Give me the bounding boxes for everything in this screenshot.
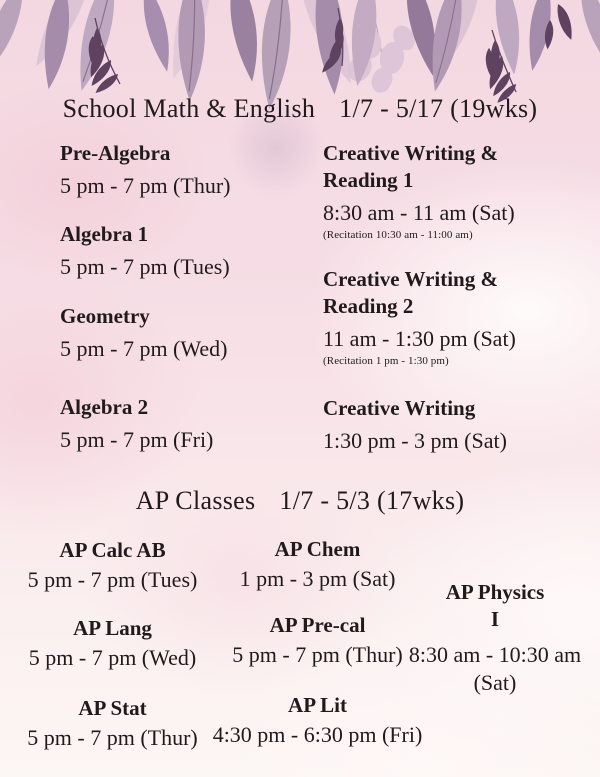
course-title: Algebra 2 (60, 395, 149, 419)
course-title: Creative Writing & Reading 1 (323, 141, 498, 192)
course-block-creative-writing-reading-1 (323, 140, 551, 242)
course-time: 11 am - 1:30 pm (Sat) (323, 326, 516, 351)
course-title (395, 579, 595, 633)
course-time: 5 pm - 7 pm (Thur) (27, 725, 198, 750)
course-title: Geometry (60, 304, 150, 328)
course-time: 8:30 am - 11 am (Sat) (323, 200, 515, 225)
course-block-ap-pre-cal (210, 613, 425, 668)
course-block-ap-physics-1 (395, 579, 595, 697)
school-section-title: School Math & English (62, 94, 316, 123)
course-block-ap-chem (210, 537, 425, 592)
course-recitation-note: (Recitation 1 pm - 1:30 pm) (323, 355, 449, 367)
school-section-dates: 1/7 - 5/17 (19wks) (339, 94, 538, 123)
course-title: AP Lang (73, 616, 152, 640)
course-title: Creative Writing & Reading 2 (323, 267, 498, 318)
course-title: Creative Writing (323, 396, 476, 420)
course-block-ap-stat (5, 696, 220, 751)
course-time: 1 pm - 3 pm (Sat) (239, 566, 396, 591)
ap-section-dates: 1/7 - 5/3 (17wks) (279, 486, 465, 515)
course-title: AP Chem (274, 537, 361, 561)
course-time: 8:30 am - 10:30 am (Sat) (408, 642, 582, 695)
course-block-creative-writing (323, 395, 551, 454)
course-title-text: AP Physics I (445, 580, 545, 631)
course-title: Algebra 1 (60, 222, 149, 246)
course-time: 5 pm - 7 pm (Tues) (60, 254, 230, 279)
course-time: 5 pm - 7 pm (Wed) (60, 336, 228, 361)
course-time: 5 pm - 7 pm (Fri) (60, 427, 214, 452)
course-block-creative-writing-reading-2 (323, 266, 551, 368)
course-block-geometry (60, 303, 292, 362)
course-block-algebra-2 (60, 394, 292, 453)
course-time: 5 pm - 7 pm (Thur) (232, 642, 403, 667)
school-section-heading (0, 94, 600, 124)
course-time: 5 pm - 7 pm (Tues) (27, 567, 198, 592)
course-time: 5 pm - 7 pm (Thur) (60, 173, 231, 198)
course-time: 5 pm - 7 pm (Wed) (28, 645, 197, 670)
course-title: AP Lit (288, 693, 347, 717)
ap-section-title: AP Classes (135, 486, 256, 515)
course-time: 4:30 pm - 6:30 pm (Fri) (212, 722, 423, 747)
course-title: AP Calc AB (59, 538, 166, 562)
ap-section-heading (0, 486, 600, 516)
course-block-algebra-1 (60, 221, 292, 280)
course-block-ap-lit (210, 693, 425, 748)
course-block-ap-calc-ab (5, 538, 220, 593)
course-time: 1:30 pm - 3 pm (Sat) (323, 428, 507, 453)
course-title: Pre-Algebra (60, 141, 171, 165)
course-recitation-note: (Recitation 10:30 am - 11:00 am) (323, 229, 473, 241)
course-block-pre-algebra (60, 140, 292, 199)
course-title: AP Stat (78, 696, 147, 720)
course-title: AP Pre-cal (269, 613, 366, 637)
course-block-ap-lang (5, 616, 220, 671)
